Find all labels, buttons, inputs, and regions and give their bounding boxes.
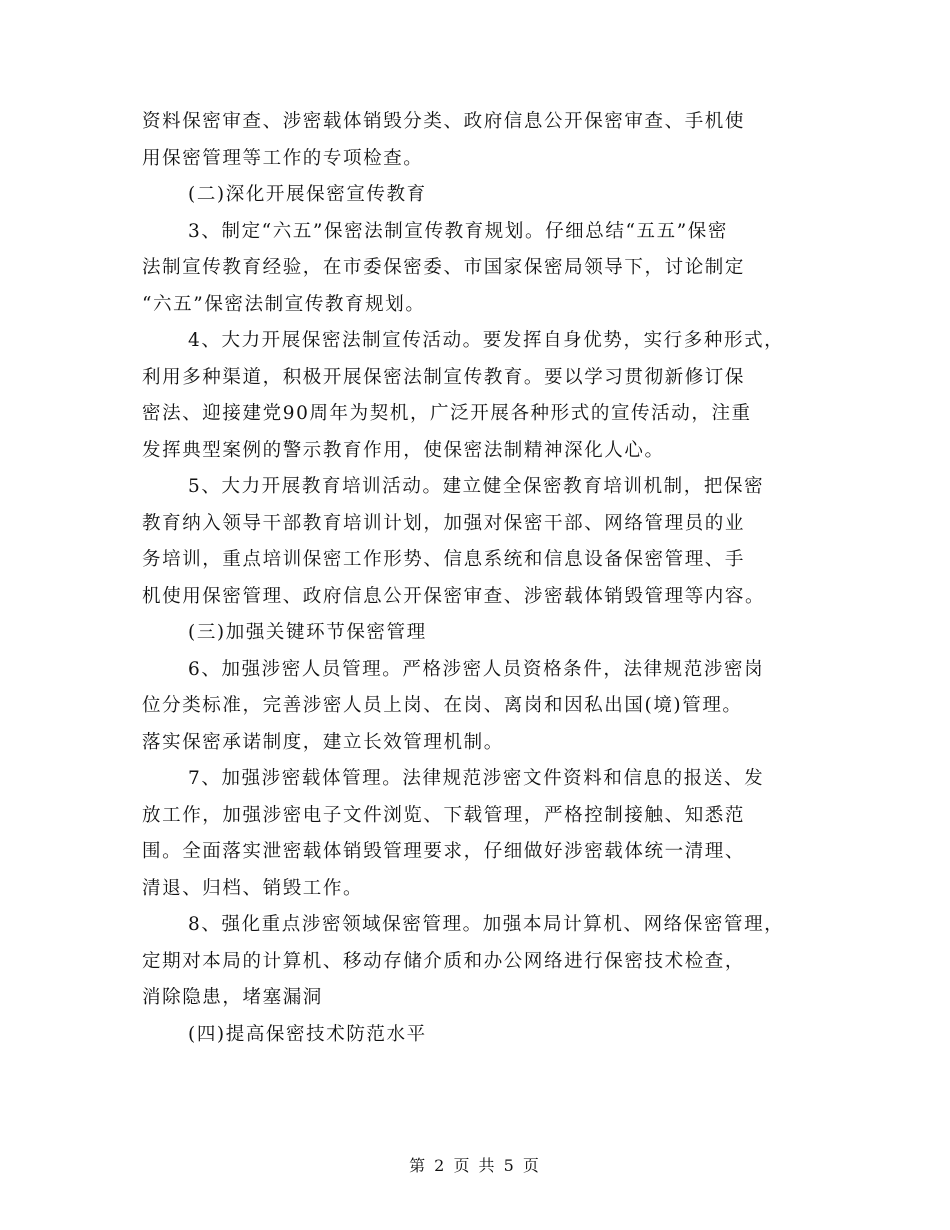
text-line: 清退、归档、销毁工作。 [142, 877, 364, 899]
text-line: 机使用保密管理、政府信息公开保密审查、涉密载体销毁管理等内容。 [142, 585, 766, 607]
text-line: 放工作，加强涉密电子文件浏览、下载管理，严格控制接触、知悉范 [142, 804, 746, 826]
text-line: (三)加强关键环节保密管理 [188, 622, 427, 643]
text-line: (二)深化开展保密宣传教育 [188, 184, 427, 205]
text-line: 务培训，重点培训保密工作形势、信息系统和信息设备保密管理、手 [142, 549, 746, 570]
text-line: (四)提高保密技术防范水平 [188, 1023, 427, 1045]
text-line: 教育纳入领导干部教育培训计划，加强对保密干部、网络管理员的业 [142, 512, 746, 534]
text-line: 消除隐患，堵塞漏洞 [142, 987, 323, 1008]
text-line: 8、强化重点涉密领域保密管理。加强本局计算机、网络保密管理， [188, 914, 785, 935]
text-line: 资料保密审查、涉密载体销毁分类、政府信息公开保密审查、手机使 [142, 111, 746, 132]
document-body [142, 104, 822, 1053]
text-line: 定期对本局的计算机、移动存储介质和办公网络进行保密技术检查， [142, 950, 746, 972]
text-line: “六五”保密法制宣传教育规划。 [142, 293, 426, 315]
text-line: 3、制定“六五”保密法制宣传教育规划。仔细总结“五五”保密 [188, 220, 729, 242]
text-line: 7、加强涉密载体管理。法律规范涉密文件资料和信息的报送、发 [188, 768, 765, 789]
text-line: 5、大力开展教育培训活动。建立健全保密教育培训机制，把保密 [188, 476, 765, 497]
text-line: 法制宣传教育经验，在市委保密委、市国家保密局领导下，讨论制定 [142, 257, 746, 278]
text-line: 6、加强涉密人员管理。严格涉密人员资格条件，法律规范涉密岗 [188, 658, 765, 680]
text-line: 4、大力开展保密法制宣传活动。要发挥自身优势，实行多种形式， [188, 330, 785, 351]
text-line: 发挥典型案例的警示教育作用，使保密法制精神深化人心。 [142, 439, 665, 461]
text-line: 位分类标准，完善涉密人员上岗、在岗、离岗和因私出国(境)管理。 [142, 695, 743, 716]
text-line: 用保密管理等工作的专项检查。 [142, 147, 424, 169]
page-number-footer: 第 2 页 共 5 页 [409, 1156, 541, 1175]
text-line: 落实保密承诺制度，建立长效管理机制。 [142, 731, 504, 753]
text-line: 利用多种渠道，积极开展保密法制宣传教育。要以学习贯彻新修订保 [142, 366, 746, 388]
text-line: 围。全面落实泄密载体销毁管理要求，仔细做好涉密载体统一清理、 [142, 841, 746, 862]
text-line: 密法、迎接建党90周年为契机，广泛开展各种形式的宣传活动，注重 [142, 403, 752, 424]
